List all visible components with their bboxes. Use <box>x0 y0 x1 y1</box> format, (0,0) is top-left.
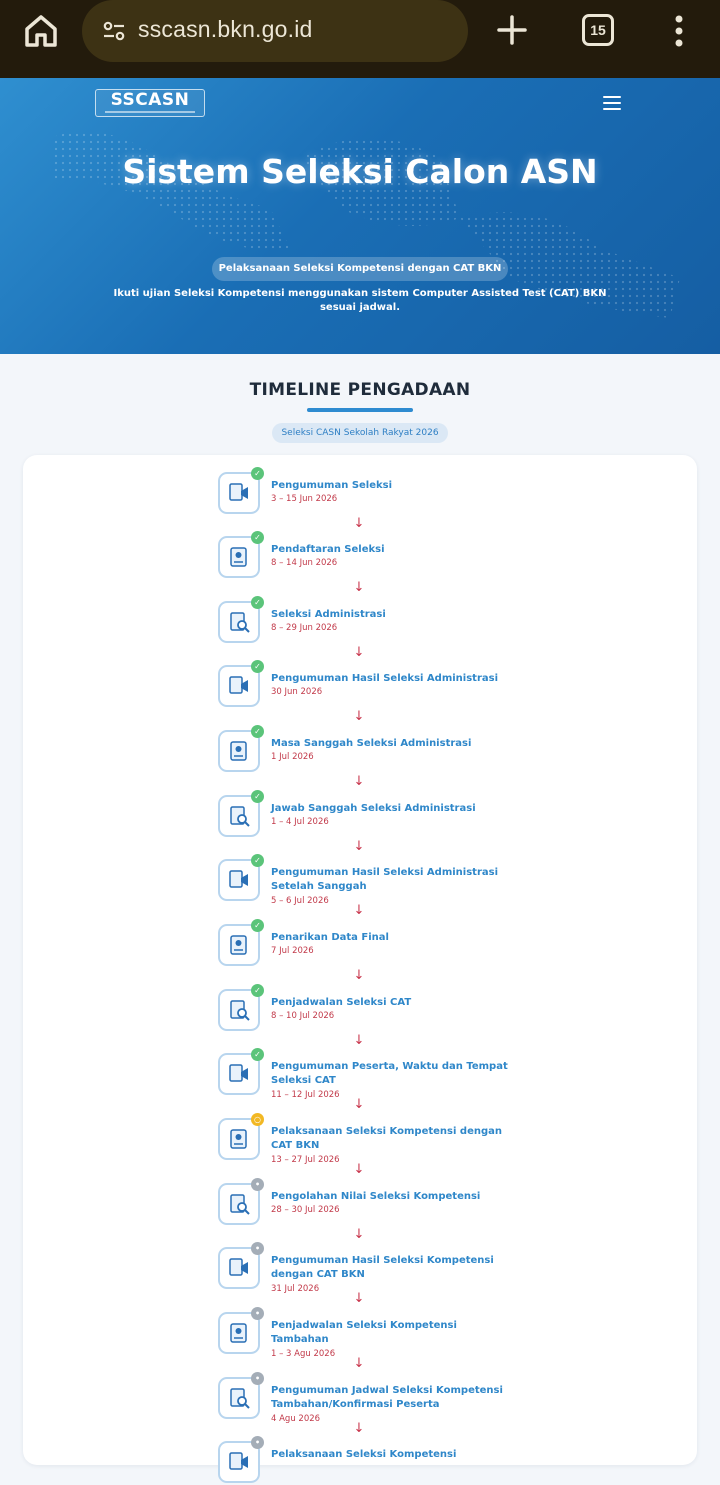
arrow-down-icon: ↓ <box>353 1097 365 1112</box>
arrow-down-icon: ↓ <box>353 903 365 918</box>
step-date: 1 Jul 2026 <box>271 752 314 762</box>
step-name: Pengumuman Hasil Seleksi Kompetensi dengan CAT BKN <box>271 1255 494 1280</box>
arrow-down-icon: ↓ <box>353 1356 365 1371</box>
timeline-step <box>218 662 518 709</box>
status-ongoing-icon: ○ <box>251 1113 264 1126</box>
step-date: 1 – 4 Jul 2026 <box>271 817 329 827</box>
timeline-step <box>218 792 518 839</box>
step-name: Masa Sanggah Seleksi Administrasi <box>271 738 472 749</box>
timeline-step <box>218 1050 518 1100</box>
timeline-step <box>218 1438 518 1485</box>
status-pending-icon: • <box>251 1307 264 1320</box>
step-date: 4 Agu 2026 <box>271 1414 321 1424</box>
more-options-icon[interactable] <box>666 14 692 48</box>
status-pending-icon: • <box>251 1178 264 1191</box>
step-name: Penarikan Data Final <box>271 932 389 943</box>
home-icon[interactable] <box>22 12 60 50</box>
sscasn-logo[interactable] <box>95 89 205 117</box>
timeline-step <box>218 856 518 906</box>
arrow-down-icon: ↓ <box>353 1291 365 1306</box>
timeline-step <box>218 1244 518 1294</box>
step-name: Pengolahan Nilai Seleksi Kompetensi <box>271 1191 481 1202</box>
arrow-down-icon: ↓ <box>353 516 365 531</box>
status-done-icon: ✓ <box>251 596 264 609</box>
timeline-step <box>218 986 518 1033</box>
status-done-icon: ✓ <box>251 919 264 932</box>
step-date: 8 – 14 Jun 2026 <box>271 558 338 568</box>
step-name: Pengumuman Hasil Seleksi Administrasi <box>271 673 499 684</box>
arrow-down-icon: ↓ <box>353 1421 365 1436</box>
step-name: Penjadwalan Seleksi Kompetensi Tambahan <box>271 1320 457 1345</box>
status-done-icon: ✓ <box>251 531 264 544</box>
arrow-down-icon: ↓ <box>353 709 365 724</box>
status-done-icon: ✓ <box>251 1048 264 1061</box>
step-date: 5 – 6 Jul 2026 <box>271 896 329 906</box>
arrow-down-icon: ↓ <box>353 968 365 983</box>
step-name: Seleksi Administrasi <box>271 609 386 620</box>
timeline-step <box>218 1374 518 1424</box>
logo-tagline <box>105 111 195 113</box>
status-pending-icon: • <box>251 1372 264 1385</box>
step-name: Pelaksanaan Seleksi Kompetensi dengan CAT BKN <box>271 1126 502 1151</box>
new-tab-icon[interactable] <box>496 14 528 46</box>
arrow-down-icon: ↓ <box>353 580 365 595</box>
url-text: sscasn.bkn.go.id <box>138 16 313 42</box>
site-info-icon[interactable] <box>102 19 126 43</box>
step-name: Jawab Sanggah Seleksi Administrasi <box>271 803 476 814</box>
timeline-step <box>218 1180 518 1227</box>
status-done-icon: ✓ <box>251 984 264 997</box>
phase-badge: Pelaksanaan Seleksi Kompetensi dengan CAT BKN <box>212 257 508 281</box>
status-done-icon: ✓ <box>251 790 264 803</box>
arrow-down-icon: ↓ <box>353 1227 365 1242</box>
timeline-step <box>218 1309 518 1359</box>
hamburger-menu-icon[interactable] <box>603 96 621 110</box>
timeline-title: TIMELINE PENGADAAN <box>249 380 471 400</box>
step-name: Penjadwalan Seleksi CAT <box>271 997 412 1008</box>
step-name: Pengumuman Jadwal Seleksi Kompetensi Tambahan/Konfirmasi Peserta <box>271 1385 503 1410</box>
title-underline <box>307 408 413 412</box>
status-done-icon: ✓ <box>251 725 264 738</box>
step-name: Pengumuman Seleksi <box>271 480 393 491</box>
step-name: Pengumuman Peserta, Waktu dan Tempat Seleksi CAT <box>271 1061 508 1086</box>
status-pending-icon: • <box>251 1436 264 1449</box>
hero-description: Ikuti ujian Seleksi Kompetensi menggunakan sistem Computer Assisted Test (CAT) BKN sesuai jadwal. <box>113 288 607 313</box>
step-name: Pendaftaran Seleksi <box>271 544 385 555</box>
step-name: Pelaksanaan Seleksi Kompetensi <box>271 1449 457 1460</box>
tab-switcher-icon[interactable]: 15 <box>582 14 614 46</box>
step-date: 3 – 15 Jun 2026 <box>271 494 338 504</box>
step-name: Pengumuman Hasil Seleksi Administrasi Setelah Sanggah <box>271 867 499 892</box>
timeline-step <box>218 598 518 645</box>
page-title: Sistem Seleksi Calon ASN <box>122 152 598 191</box>
status-done-icon: ✓ <box>251 467 264 480</box>
arrow-down-icon: ↓ <box>353 839 365 854</box>
step-date: 31 Jul 2026 <box>271 1284 320 1294</box>
timeline-step <box>218 1115 518 1165</box>
timeline-step <box>218 469 518 516</box>
step-date: 8 – 10 Jul 2026 <box>271 1011 335 1021</box>
arrow-down-icon: ↓ <box>353 645 365 660</box>
step-date: 11 – 12 Jul 2026 <box>271 1090 340 1100</box>
timeline-step <box>218 727 518 774</box>
address-bar[interactable] <box>82 0 468 62</box>
step-date: 13 – 27 Jul 2026 <box>271 1155 340 1165</box>
logo-text: SSCASN <box>110 90 190 110</box>
selection-filter-badge[interactable]: Seleksi CASN Sekolah Rakyat 2026 <box>272 423 448 443</box>
step-date: 7 Jul 2026 <box>271 946 314 956</box>
step-date: 28 – 30 Jul 2026 <box>271 1205 340 1215</box>
hero-banner <box>0 78 720 354</box>
arrow-down-icon: ↓ <box>353 774 365 789</box>
timeline-step <box>218 533 518 580</box>
step-date: 8 – 29 Jun 2026 <box>271 623 338 633</box>
status-pending-icon: • <box>251 1242 264 1255</box>
timeline-step <box>218 921 518 968</box>
arrow-down-icon: ↓ <box>353 1162 365 1177</box>
status-done-icon: ✓ <box>251 854 264 867</box>
arrow-down-icon: ↓ <box>353 1033 365 1048</box>
status-done-icon: ✓ <box>251 660 264 673</box>
browser-toolbar <box>0 0 720 78</box>
step-date: 1 – 3 Agu 2026 <box>271 1349 336 1359</box>
step-date: 30 Jun 2026 <box>271 687 323 697</box>
